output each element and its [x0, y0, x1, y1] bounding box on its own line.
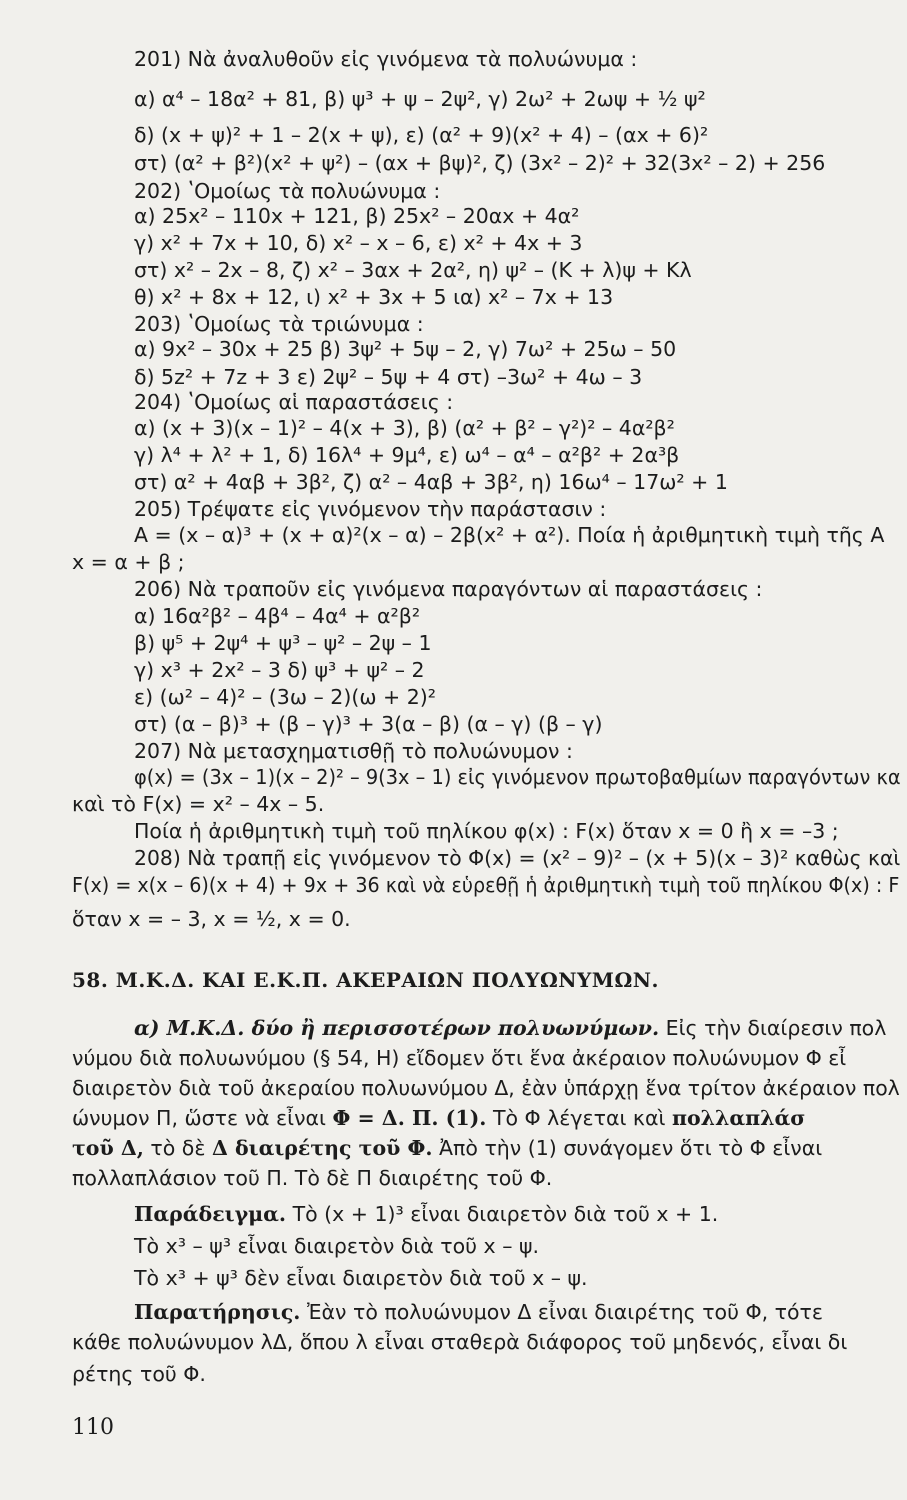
example-line: Παράδειγμα. Τὸ (x + 1)³ εἶναι διαιρετὸν διὰ τοῦ x + 1.: [134, 1202, 719, 1226]
exercise-line: Ποία ἡ ἀριθμητικὴ τιμὴ τοῦ πηλίκου φ(x) : F(x) ὅταν x = 0 ἢ x = –3 ;: [134, 819, 839, 843]
exercise-line: F(x) = x(x – 6)(x + 4) + 9x + 36 καὶ νὰ εὑρεθῇ ἡ ἀριθμητικὴ τιμὴ τοῦ πηλίκου Φ(x) : F: [72, 873, 900, 897]
body-line: ώνυμον Π, ὥστε νὰ εἶναι Φ = Δ. Π. (1). Τὸ Φ λέγεται καὶ πολλαπλάσ: [72, 1106, 806, 1130]
exercise-line: γ) x² + 7x + 10, δ) x² – x – 6, ε) x² + 4x + 3: [134, 231, 583, 255]
exercise-line: στ) (α – β)³ + (β – γ)³ + 3(α – β) (α – γ) (β – γ): [134, 712, 603, 736]
exercise-line: στ) x² – 2x – 8, ζ) x² – 3αx + 2α², η) ψ² – (K + λ)ψ + Kλ: [134, 258, 692, 282]
section-heading: 58. Μ.Κ.Δ. ΚΑΙ Ε.Κ.Π. ΑΚΕΡΑΙΩΝ ΠΟΛΥΩΝΥΜΩΝ.: [72, 968, 659, 992]
example-line: Τὸ x³ – ψ³ εἶναι διαιρετὸν διὰ τοῦ x – ψ.: [134, 1234, 540, 1258]
subsection-heading: α) Μ.Κ.Δ. δύο ἢ περισσοτέρων πολυωνύμων.: [134, 1016, 660, 1040]
exercise-line: α) α⁴ – 18α² + 81, β) ψ³ + ψ – 2ψ², γ) 2ω² + 2ωψ + ½ ψ²: [134, 87, 706, 111]
exercise-line: β) ψ⁵ + 2ψ⁴ + ψ³ – ψ² – 2ψ – 1: [134, 631, 432, 655]
exercise-line: α) 25x² – 110x + 121, β) 25x² – 20αx + 4α²: [134, 204, 580, 228]
remark-line: κάθε πολυώνυμον λΔ, ὅπου λ εἶναι σταθερὰ διάφορος τοῦ μηδενός, εἶναι δι: [72, 1330, 848, 1354]
body-line: τοῦ Δ, τὸ δὲ Δ διαιρέτης τοῦ Φ. Ἀπὸ τὴν (1) συνάγομεν ὅτι τὸ Φ εἶναι: [72, 1136, 823, 1160]
exercise-line: γ) λ⁴ + λ² + 1, δ) 16λ⁴ + 9μ⁴, ε) ω⁴ – α⁴ – α²β² + 2α³β: [134, 443, 680, 467]
exercise-line: δ) (x + ψ)² + 1 – 2(x + ψ), ε) (α² + 9)(x² + 4) – (αx + 6)²: [134, 123, 709, 147]
exercise-line: φ(x) = (3x – 1)(x – 2)² – 9(3x – 1) εἰς γινόμενον πρωτοβαθμίων παραγόντων κα: [134, 765, 901, 789]
body-line: νύμου διὰ πολυωνύμου (§ 54, H) εἴδομεν ὅτι ἕνα ἀκέραιον πολυώνυμον Φ εἶ: [72, 1046, 847, 1070]
exercise-line: γ) x³ + 2x² – 3 δ) ψ³ + ψ² – 2: [134, 658, 425, 682]
exercise-line: 206) Νὰ τραποῦν εἰς γινόμενα παραγόντων αἱ παραστάσεις :: [134, 577, 763, 601]
exercise-line: 203) ʽΟμοίως τὰ τριώνυμα :: [134, 312, 424, 336]
exercise-line: 204) ʽΟμοίως αἱ παραστάσεις :: [134, 390, 454, 414]
page-number: 110: [72, 1415, 114, 1440]
exercise-line: 208) Νὰ τραπῇ εἰς γινόμενον τὸ Φ(x) = (x² – 9)² – (x + 5)(x – 3)² καθὼς καὶ: [134, 846, 901, 870]
exercise-line: α) 9x² – 30x + 25 β) 3ψ² + 5ψ – 2, γ) 7ω² + 25ω – 50: [134, 337, 677, 361]
body-line: α) Μ.Κ.Δ. δύο ἢ περισσοτέρων πολυωνύμων. Εἰς τὴν διαίρεσιν πολ: [134, 1016, 887, 1040]
exercise-line: A = (x – α)³ + (x + α)²(x – α) – 2β(x² + α²). Ποία ἡ ἀριθμητικὴ τιμὴ τῆς A: [134, 523, 885, 547]
exercise-line: θ) x² + 8x + 12, ι) x² + 3x + 5 ια) x² – 7x + 13: [134, 285, 614, 309]
example-heading: Παράδειγμα.: [134, 1202, 287, 1226]
exercise-line: ε) (ω² – 4)² – (3ω – 2)(ω + 2)²: [134, 685, 436, 709]
exercise-line: α) 16α²β² – 4β⁴ – 4α⁴ + α²β²: [134, 604, 421, 628]
exercise-line: ὅταν x = – 3, x = ½, x = 0.: [72, 907, 351, 931]
exercise-line: α) (x + 3)(x – 1)² – 4(x + 3), β) (α² + β² – γ²)² – 4α²β²: [134, 416, 675, 440]
exercise-line: 207) Νὰ μετασχηματισθῇ τὸ πολυώνυμον :: [134, 739, 573, 763]
exercise-line: 202) ʽΟμοίως τὰ πολυώνυμα :: [134, 179, 441, 203]
example-line: Τὸ x³ + ψ³ δὲν εἶναι διαιρετὸν διὰ τοῦ x – ψ.: [134, 1266, 588, 1290]
body-line: πολλαπλάσιον τοῦ Π. Τὸ δὲ Π διαιρέτης τοῦ Φ.: [72, 1166, 553, 1190]
exercise-line: στ) (α² + β²)(x² + ψ²) – (αx + βψ)², ζ) (3x² – 2)² + 32(3x² – 2) + 256: [134, 151, 826, 175]
exercise-line: 205) Τρέψατε εἰς γινόμενον τὴν παράστασιν :: [134, 497, 607, 521]
exercise-line: x = α + β ;: [72, 550, 185, 574]
remark-line: Παρατήρησις. Ἐὰν τὸ πολυώνυμον Δ εἶναι διαιρέτης τοῦ Φ, τότε: [134, 1300, 823, 1324]
body-line: διαιρετὸν διὰ τοῦ ἀκεραίου πολυωνύμου Δ, ἐὰν ὑπάρχῃ ἕνα τρίτον ἀκέραιον πολ: [72, 1076, 900, 1100]
remark-heading: Παρατήρησις.: [134, 1300, 301, 1324]
exercise-line: καὶ τὸ F(x) = x² – 4x – 5.: [72, 792, 325, 816]
exercise-line: στ) α² + 4αβ + 3β², ζ) α² – 4αβ + 3β², η) 16ω⁴ – 17ω² + 1: [134, 470, 728, 494]
remark-line: ρέτης τοῦ Φ.: [72, 1362, 206, 1386]
exercise-line: δ) 5z² + 7z + 3 ε) 2ψ² – 5ψ + 4 στ) –3ω² + 4ω – 3: [134, 365, 643, 389]
exercise-line: 201) Νὰ ἀναλυθοῦν εἰς γινόμενα τὰ πολυώνυμα :: [134, 47, 638, 71]
